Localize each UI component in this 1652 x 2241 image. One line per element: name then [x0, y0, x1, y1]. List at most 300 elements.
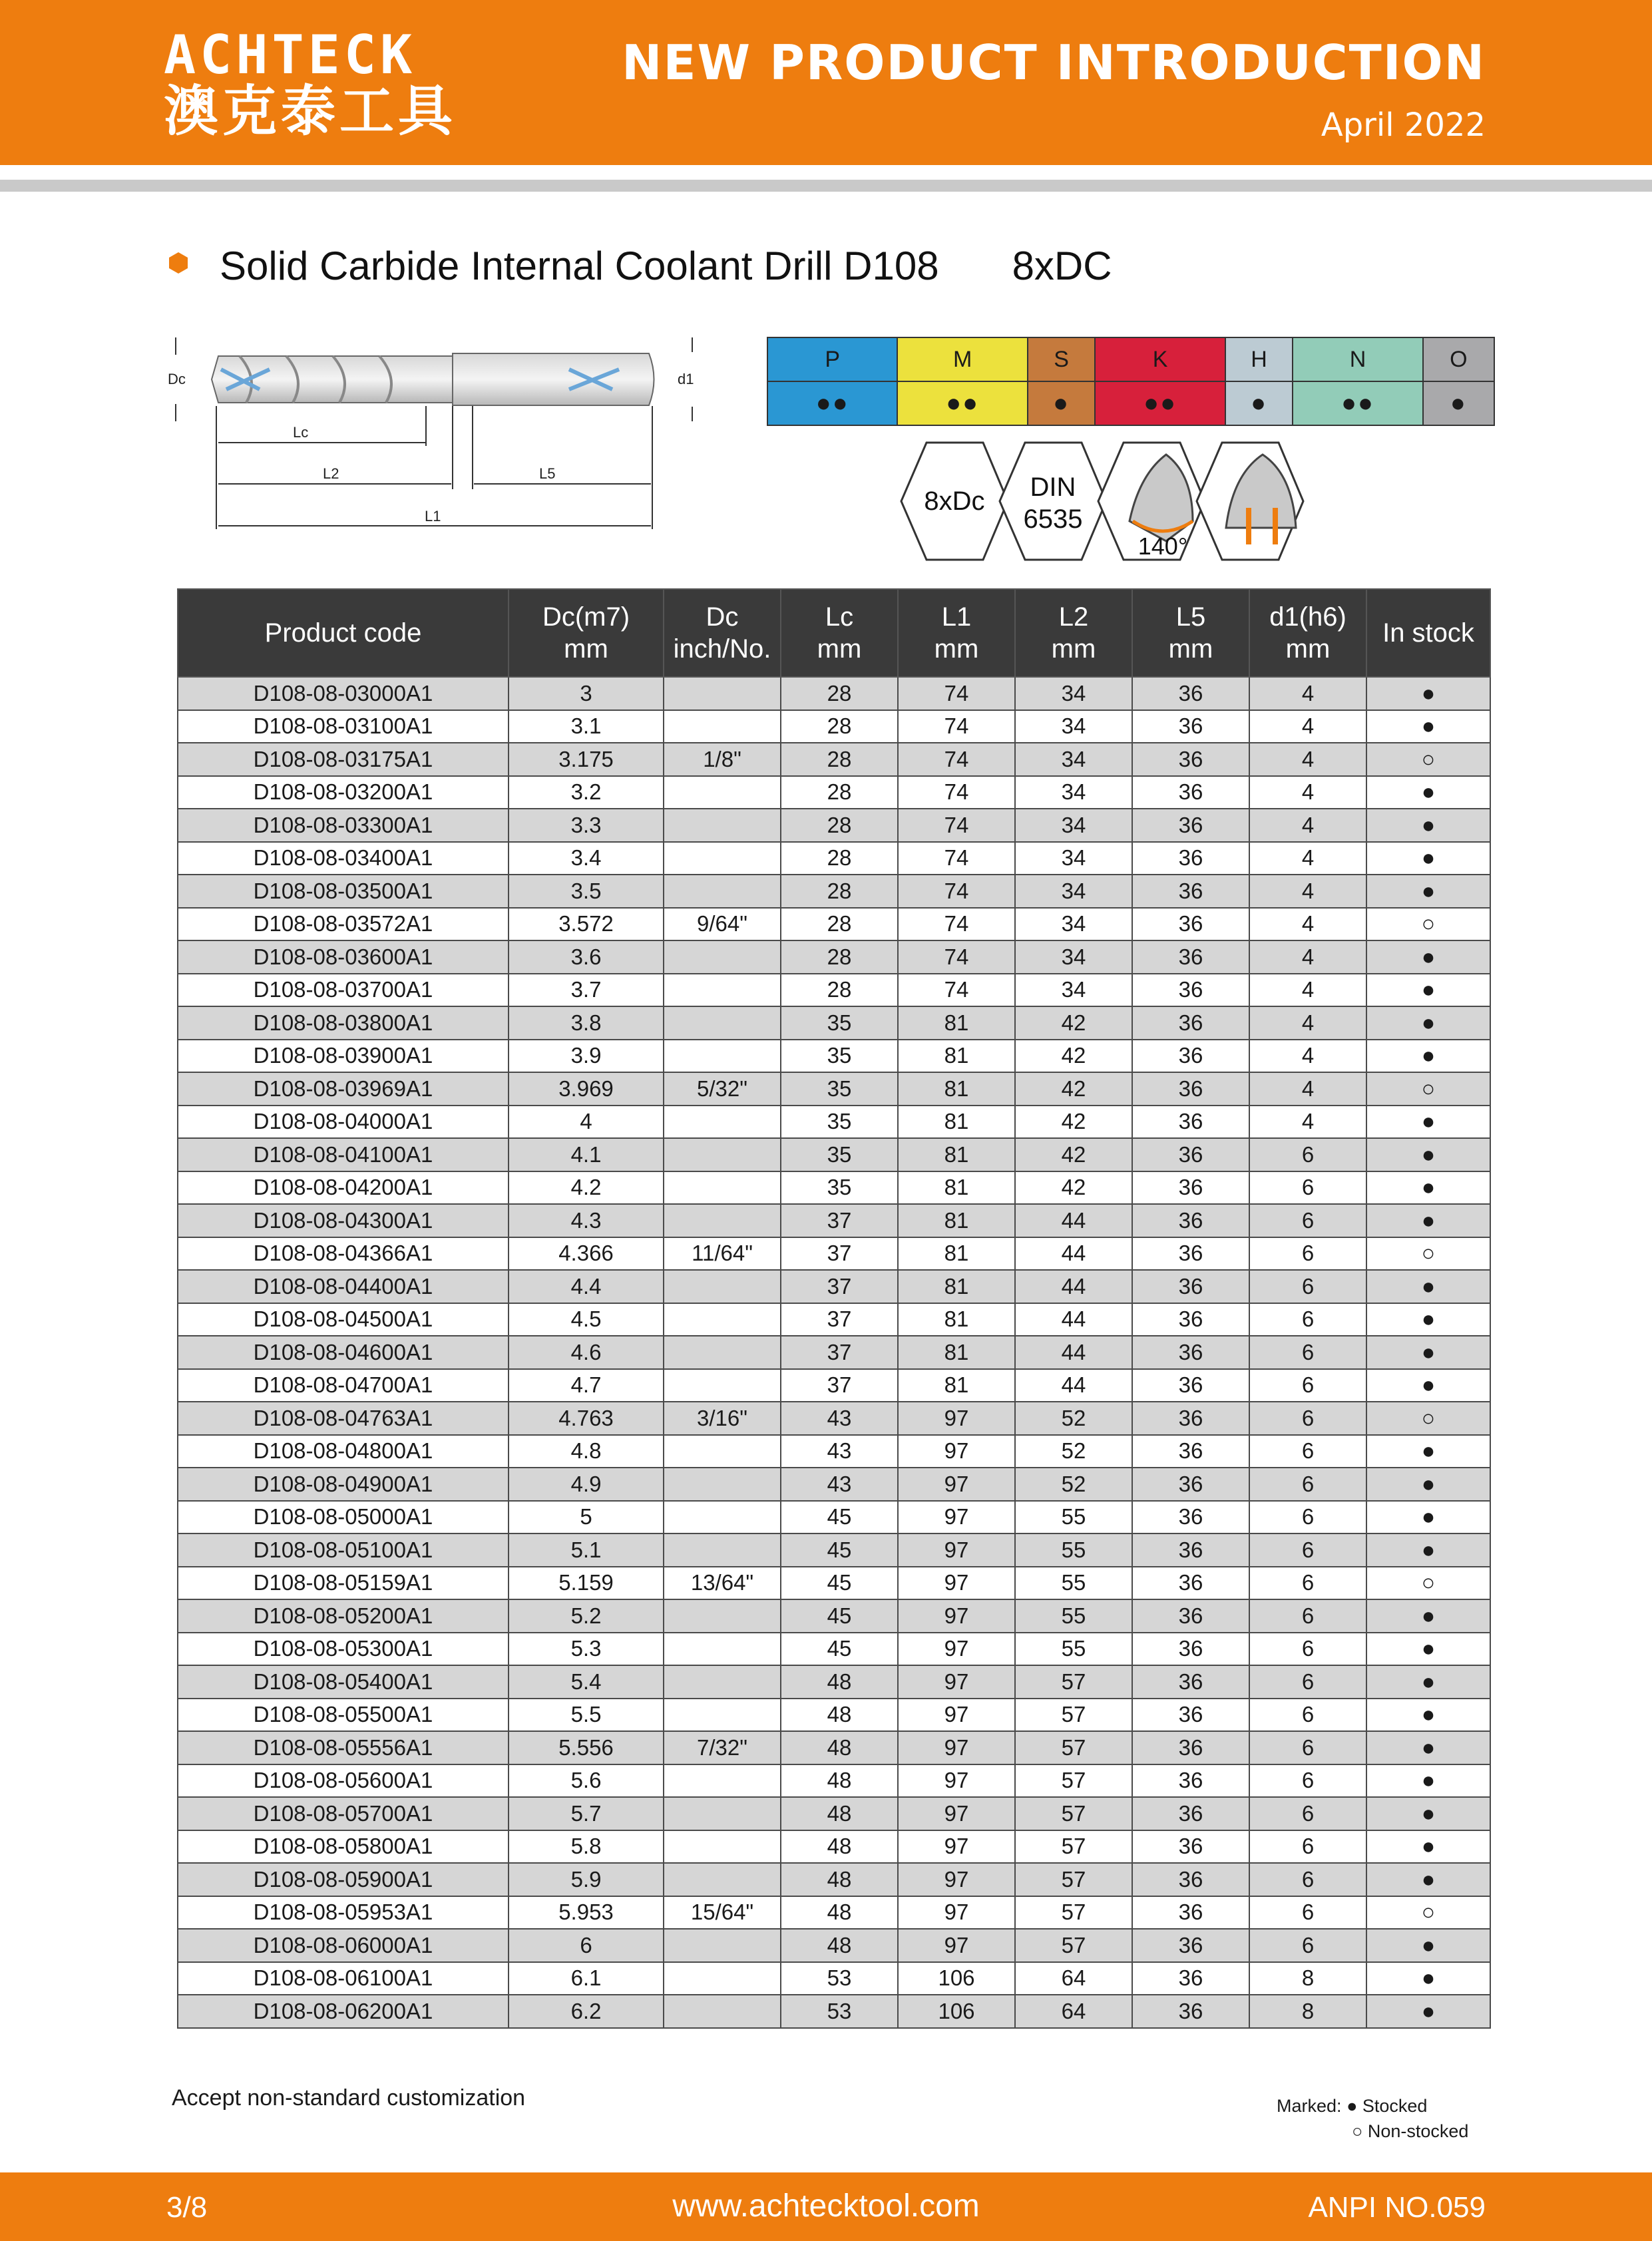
column-header-unit: mm — [817, 634, 862, 664]
table-row — [178, 1501, 1490, 1534]
cell-lc: 37 — [781, 1369, 898, 1402]
cell-in-stock: ● — [1366, 1468, 1490, 1501]
column-header-6 — [1132, 589, 1249, 677]
cell-l5: 36 — [1132, 1040, 1249, 1073]
cell-l1: 97 — [898, 1599, 1015, 1633]
cell-l5: 36 — [1132, 1962, 1249, 1995]
cell-dc-inch — [664, 842, 781, 875]
cell-dc-mm: 5.9 — [509, 1863, 664, 1896]
cell-lc: 35 — [781, 1006, 898, 1040]
cell-dc-mm: 3.5 — [509, 875, 664, 908]
cell-dc-inch — [664, 875, 781, 908]
rating-M: ●● — [897, 381, 1027, 425]
cell-in-stock: ○ — [1366, 1896, 1490, 1930]
rating-P: ●● — [767, 381, 897, 425]
cell-l2: 34 — [1015, 677, 1132, 710]
cell-product-code: D108-08-05800A1 — [178, 1830, 509, 1864]
cell-l2: 55 — [1015, 1501, 1132, 1534]
column-header-unit: inch/No. — [673, 634, 771, 664]
column-header-title: Product code — [264, 618, 422, 648]
cell-d1: 6 — [1249, 1402, 1366, 1435]
cell-in-stock: ● — [1366, 1533, 1490, 1567]
cell-product-code: D108-08-04200A1 — [178, 1171, 509, 1205]
cell-in-stock: ○ — [1366, 743, 1490, 776]
column-header-2 — [664, 589, 781, 677]
cell-l2: 57 — [1015, 1764, 1132, 1798]
customization-note: Accept non-standard customization — [172, 2085, 526, 2111]
cell-l5: 36 — [1132, 1303, 1249, 1336]
feature-badges — [900, 441, 1326, 561]
cell-dc-mm: 4.7 — [509, 1369, 664, 1402]
cell-l1: 97 — [898, 1863, 1015, 1896]
cell-l1: 97 — [898, 1896, 1015, 1930]
cell-dc-mm: 5.5 — [509, 1699, 664, 1732]
cell-dc-mm: 5.1 — [509, 1533, 664, 1567]
column-header-title: In stock — [1382, 618, 1474, 648]
cell-l2: 34 — [1015, 940, 1132, 974]
cell-d1: 4 — [1249, 1006, 1366, 1040]
cell-product-code: D108-08-03600A1 — [178, 940, 509, 974]
cell-dc-inch — [664, 1764, 781, 1798]
cell-l5: 36 — [1132, 1006, 1249, 1040]
cell-dc-mm: 4.3 — [509, 1204, 664, 1237]
legend-stocked — [1277, 2093, 1468, 2119]
table-row — [178, 1633, 1490, 1666]
cell-dc-inch — [664, 1962, 781, 1995]
cell-l1: 74 — [898, 677, 1015, 710]
cell-product-code: D108-08-04600A1 — [178, 1336, 509, 1369]
cell-l1: 74 — [898, 776, 1015, 809]
cell-l1: 97 — [898, 1665, 1015, 1699]
cell-l2: 55 — [1015, 1567, 1132, 1600]
column-header-title: d1(h6) — [1269, 602, 1346, 632]
cell-l5: 36 — [1132, 908, 1249, 941]
cell-l5: 36 — [1132, 940, 1249, 974]
cell-l2: 34 — [1015, 710, 1132, 743]
cell-dc-mm: 4.4 — [509, 1270, 664, 1303]
table-row — [178, 908, 1490, 941]
drill-body — [212, 353, 654, 405]
cell-l5: 36 — [1132, 1995, 1249, 2028]
cell-l2: 52 — [1015, 1468, 1132, 1501]
cell-l5: 36 — [1132, 710, 1249, 743]
cell-l2: 42 — [1015, 1138, 1132, 1171]
cell-dc-mm: 6.1 — [509, 1962, 664, 1995]
cell-lc: 37 — [781, 1336, 898, 1369]
cell-in-stock: ● — [1366, 1369, 1490, 1402]
table-row — [178, 1468, 1490, 1501]
cell-l5: 36 — [1132, 809, 1249, 842]
cell-l5: 36 — [1132, 1797, 1249, 1830]
column-header-unit: mm — [934, 634, 979, 664]
cell-lc: 48 — [781, 1797, 898, 1830]
cell-product-code: D108-08-05300A1 — [178, 1633, 509, 1666]
cell-dc-inch: 11/64" — [664, 1237, 781, 1271]
table-row — [178, 1863, 1490, 1896]
cell-lc: 28 — [781, 908, 898, 941]
cell-lc: 28 — [781, 809, 898, 842]
table-row — [178, 875, 1490, 908]
cell-d1: 4 — [1249, 974, 1366, 1007]
cell-d1: 6 — [1249, 1303, 1366, 1336]
cell-l5: 36 — [1132, 1764, 1249, 1798]
cell-dc-mm: 3.969 — [509, 1072, 664, 1106]
cell-l5: 36 — [1132, 875, 1249, 908]
cell-l1: 74 — [898, 710, 1015, 743]
cell-d1: 4 — [1249, 1106, 1366, 1139]
cell-dc-mm: 4.2 — [509, 1171, 664, 1205]
table-row — [178, 1567, 1490, 1600]
cell-dc-inch — [664, 677, 781, 710]
cell-l2: 64 — [1015, 1995, 1132, 2028]
table-row — [178, 743, 1490, 776]
cell-in-stock: ● — [1366, 677, 1490, 710]
cell-product-code: D108-08-04366A1 — [178, 1237, 509, 1271]
stocked-dot-icon: ● — [1346, 2096, 1358, 2116]
cell-d1: 4 — [1249, 677, 1366, 710]
cell-l5: 36 — [1132, 1896, 1249, 1930]
cell-l5: 36 — [1132, 1863, 1249, 1896]
cell-product-code: D108-08-05556A1 — [178, 1731, 509, 1764]
cell-l2: 34 — [1015, 908, 1132, 941]
cell-dc-mm: 4.366 — [509, 1237, 664, 1271]
table-row — [178, 842, 1490, 875]
cell-dc-inch: 5/32" — [664, 1072, 781, 1106]
cell-product-code: D108-08-05000A1 — [178, 1501, 509, 1534]
badge-point-angle — [1098, 443, 1205, 560]
cell-l5: 36 — [1132, 1599, 1249, 1633]
cell-lc: 37 — [781, 1270, 898, 1303]
cell-dc-inch — [664, 1599, 781, 1633]
cell-l5: 36 — [1132, 1731, 1249, 1764]
cell-dc-inch — [664, 1633, 781, 1666]
cell-dc-mm: 4.763 — [509, 1402, 664, 1435]
cell-dc-inch — [664, 1106, 781, 1139]
cell-in-stock: ● — [1366, 1106, 1490, 1139]
cell-l5: 36 — [1132, 1270, 1249, 1303]
cell-product-code: D108-08-05900A1 — [178, 1863, 509, 1896]
cell-in-stock: ● — [1366, 1830, 1490, 1864]
cell-in-stock: ● — [1366, 776, 1490, 809]
badge-din-line1: DIN — [1030, 473, 1076, 502]
cell-lc: 45 — [781, 1633, 898, 1666]
product-table-container — [177, 588, 1490, 2029]
cell-product-code: D108-08-05700A1 — [178, 1797, 509, 1830]
table-row — [178, 1040, 1490, 1073]
cell-in-stock: ● — [1366, 1204, 1490, 1237]
cell-d1: 6 — [1249, 1731, 1366, 1764]
cell-product-code: D108-08-05953A1 — [178, 1896, 509, 1930]
cell-dc-mm: 3 — [509, 677, 664, 710]
cell-l2: 34 — [1015, 743, 1132, 776]
cell-dc-inch: 9/64" — [664, 908, 781, 941]
cell-l2: 57 — [1015, 1830, 1132, 1864]
cell-dc-mm: 4.5 — [509, 1303, 664, 1336]
cell-d1: 6 — [1249, 1237, 1366, 1271]
cell-product-code: D108-08-03969A1 — [178, 1072, 509, 1106]
header-divider — [0, 180, 1652, 192]
column-header-title: L2 — [1058, 602, 1089, 632]
cell-in-stock: ● — [1366, 1270, 1490, 1303]
column-header-title: Dc — [706, 602, 739, 632]
cell-product-code: D108-08-05100A1 — [178, 1533, 509, 1567]
cell-lc: 35 — [781, 1171, 898, 1205]
cell-d1: 6 — [1249, 1435, 1366, 1468]
cell-dc-inch — [664, 710, 781, 743]
cell-d1: 6 — [1249, 1501, 1366, 1534]
column-header-unit: mm — [564, 634, 608, 664]
cell-in-stock: ○ — [1366, 1402, 1490, 1435]
dim-label-l5: L5 — [539, 465, 556, 482]
cell-l1: 74 — [898, 908, 1015, 941]
cell-d1: 6 — [1249, 1468, 1366, 1501]
material-O: O — [1423, 337, 1494, 381]
legend-non-stocked-label: Non-stocked — [1367, 2121, 1469, 2141]
table-row — [178, 1599, 1490, 1633]
cell-l2: 57 — [1015, 1863, 1132, 1896]
cell-dc-inch — [664, 974, 781, 1007]
cell-l1: 97 — [898, 1797, 1015, 1830]
dim-label-lc: Lc — [293, 424, 309, 441]
table-row — [178, 1171, 1490, 1205]
cell-in-stock: ○ — [1366, 908, 1490, 941]
cell-in-stock: ● — [1366, 1006, 1490, 1040]
cell-l2: 42 — [1015, 1171, 1132, 1205]
cell-product-code: D108-08-05400A1 — [178, 1665, 509, 1699]
table-row — [178, 1369, 1490, 1402]
cell-d1: 6 — [1249, 1929, 1366, 1962]
cell-dc-inch — [664, 1369, 781, 1402]
cell-l1: 74 — [898, 974, 1015, 1007]
table-row — [178, 1699, 1490, 1732]
cell-product-code: D108-08-03300A1 — [178, 809, 509, 842]
cell-d1: 8 — [1249, 1995, 1366, 2028]
cell-in-stock: ● — [1366, 1699, 1490, 1732]
table-row — [178, 809, 1490, 842]
cell-d1: 6 — [1249, 1863, 1366, 1896]
cell-d1: 6 — [1249, 1336, 1366, 1369]
cell-l2: 42 — [1015, 1106, 1132, 1139]
cell-l5: 36 — [1132, 1402, 1249, 1435]
cell-l5: 36 — [1132, 1336, 1249, 1369]
cell-dc-mm: 4 — [509, 1106, 664, 1139]
cell-product-code: D108-08-06200A1 — [178, 1995, 509, 2028]
cell-d1: 6 — [1249, 1171, 1366, 1205]
badge-8xdc-text: 8xDc — [924, 487, 985, 516]
cell-d1: 8 — [1249, 1962, 1366, 1995]
cell-dc-mm: 5.2 — [509, 1599, 664, 1633]
cell-d1: 4 — [1249, 1072, 1366, 1106]
column-header-title: L5 — [1175, 602, 1206, 632]
cell-l5: 36 — [1132, 1633, 1249, 1666]
table-row — [178, 1962, 1490, 1995]
cell-dc-inch — [664, 1303, 781, 1336]
product-title-text: Solid Carbide Internal Coolant Drill D108 — [220, 244, 939, 288]
table-row — [178, 1270, 1490, 1303]
cell-l2: 44 — [1015, 1369, 1132, 1402]
cell-dc-mm: 3.175 — [509, 743, 664, 776]
table-row — [178, 1731, 1490, 1764]
cell-in-stock: ● — [1366, 809, 1490, 842]
cell-product-code: D108-08-04000A1 — [178, 1106, 509, 1139]
cell-in-stock: ● — [1366, 1665, 1490, 1699]
column-header-4 — [898, 589, 1015, 677]
cell-product-code: D108-08-06100A1 — [178, 1962, 509, 1995]
cell-dc-inch — [664, 1138, 781, 1171]
cell-dc-mm: 3.4 — [509, 842, 664, 875]
cell-dc-inch — [664, 1435, 781, 1468]
cell-l1: 97 — [898, 1731, 1015, 1764]
table-row — [178, 1665, 1490, 1699]
material-P: P — [767, 337, 897, 381]
material-M: M — [897, 337, 1027, 381]
cell-dc-mm: 3.2 — [509, 776, 664, 809]
cell-in-stock: ○ — [1366, 1237, 1490, 1271]
cell-product-code: D108-08-04763A1 — [178, 1402, 509, 1435]
stock-legend — [1277, 2093, 1468, 2144]
cell-l5: 36 — [1132, 1138, 1249, 1171]
product-table — [177, 588, 1491, 2029]
cell-product-code: D108-08-03700A1 — [178, 974, 509, 1007]
cell-l1: 81 — [898, 1072, 1015, 1106]
cell-l1: 81 — [898, 1171, 1015, 1205]
material-suitability-table — [767, 337, 1495, 426]
cell-l5: 36 — [1132, 1830, 1249, 1864]
website-link[interactable]: www.achtecktool.com — [672, 2188, 980, 2224]
cell-l5: 36 — [1132, 1435, 1249, 1468]
cell-d1: 4 — [1249, 710, 1366, 743]
drill-dimension-drawing — [160, 336, 706, 536]
cell-dc-inch — [664, 1336, 781, 1369]
table-row — [178, 1336, 1490, 1369]
cell-lc: 43 — [781, 1435, 898, 1468]
table-row — [178, 1764, 1490, 1798]
legend-stocked-label: Stocked — [1362, 2096, 1428, 2116]
cell-dc-inch — [664, 1006, 781, 1040]
cell-dc-inch: 3/16" — [664, 1402, 781, 1435]
cell-l5: 36 — [1132, 1072, 1249, 1106]
table-row — [178, 940, 1490, 974]
cell-l5: 36 — [1132, 1929, 1249, 1962]
cell-dc-inch — [664, 1797, 781, 1830]
cell-d1: 4 — [1249, 1040, 1366, 1073]
cell-lc: 28 — [781, 842, 898, 875]
column-header-title: Dc(m7) — [542, 602, 630, 632]
cell-l1: 97 — [898, 1929, 1015, 1962]
cell-dc-inch: 7/32" — [664, 1731, 781, 1764]
cell-l5: 36 — [1132, 1369, 1249, 1402]
product-multiplier: 8xDC — [1012, 244, 1112, 288]
cell-d1: 6 — [1249, 1567, 1366, 1600]
cell-in-stock: ○ — [1366, 1567, 1490, 1600]
cell-lc: 28 — [781, 974, 898, 1007]
cell-l5: 36 — [1132, 1699, 1249, 1732]
cell-d1: 6 — [1249, 1369, 1366, 1402]
rating-N: ●● — [1293, 381, 1422, 425]
cell-l2: 34 — [1015, 776, 1132, 809]
cell-lc: 48 — [781, 1699, 898, 1732]
material-codes-row — [767, 337, 1494, 381]
cell-l2: 44 — [1015, 1204, 1132, 1237]
cell-d1: 6 — [1249, 1699, 1366, 1732]
cell-l1: 97 — [898, 1533, 1015, 1567]
cell-l1: 74 — [898, 875, 1015, 908]
legend-marked-label: Marked: — [1277, 2096, 1342, 2116]
cell-lc: 37 — [781, 1237, 898, 1271]
cell-l2: 57 — [1015, 1797, 1132, 1830]
cell-l1: 97 — [898, 1468, 1015, 1501]
cell-product-code: D108-08-05159A1 — [178, 1567, 509, 1600]
table-row — [178, 1006, 1490, 1040]
cell-l5: 36 — [1132, 1567, 1249, 1600]
cell-dc-mm: 5.6 — [509, 1764, 664, 1798]
cell-dc-mm: 4.9 — [509, 1468, 664, 1501]
table-row — [178, 1830, 1490, 1864]
cell-l5: 36 — [1132, 743, 1249, 776]
cell-l2: 57 — [1015, 1896, 1132, 1930]
table-row — [178, 1204, 1490, 1237]
cell-l2: 44 — [1015, 1303, 1132, 1336]
cell-l5: 36 — [1132, 1665, 1249, 1699]
cell-d1: 6 — [1249, 1633, 1366, 1666]
cell-lc: 37 — [781, 1204, 898, 1237]
cell-d1: 6 — [1249, 1665, 1366, 1699]
cell-in-stock: ● — [1366, 940, 1490, 974]
rating-H: ● — [1225, 381, 1293, 425]
cell-l5: 36 — [1132, 776, 1249, 809]
cell-l1: 81 — [898, 1138, 1015, 1171]
cell-l1: 74 — [898, 940, 1015, 974]
column-header-0 — [178, 589, 509, 677]
cell-d1: 6 — [1249, 1138, 1366, 1171]
cell-dc-inch: 13/64" — [664, 1567, 781, 1600]
table-row — [178, 677, 1490, 710]
cell-l1: 74 — [898, 809, 1015, 842]
cell-dc-inch — [664, 776, 781, 809]
hexagon-bullet-icon — [168, 252, 188, 274]
cell-lc: 35 — [781, 1072, 898, 1106]
cell-dc-inch — [664, 1468, 781, 1501]
badge-din-line2: 6535 — [1023, 505, 1083, 534]
cell-d1: 4 — [1249, 875, 1366, 908]
product-title — [220, 240, 1112, 293]
cell-dc-inch — [664, 1040, 781, 1073]
cell-product-code: D108-08-03400A1 — [178, 842, 509, 875]
cell-dc-inch — [664, 809, 781, 842]
cell-product-code: D108-08-03900A1 — [178, 1040, 509, 1073]
cell-product-code: D108-08-05200A1 — [178, 1599, 509, 1633]
cell-d1: 4 — [1249, 743, 1366, 776]
cell-l1: 97 — [898, 1501, 1015, 1534]
cell-l5: 36 — [1132, 974, 1249, 1007]
cell-l2: 57 — [1015, 1699, 1132, 1732]
cell-lc: 28 — [781, 677, 898, 710]
header-date: April 2022 — [1321, 106, 1486, 144]
cell-dc-mm: 3.572 — [509, 908, 664, 941]
cell-dc-mm: 5.159 — [509, 1567, 664, 1600]
cell-dc-mm: 5 — [509, 1501, 664, 1534]
cell-dc-inch — [664, 1995, 781, 2028]
cell-dc-mm: 6 — [509, 1929, 664, 1962]
table-row — [178, 1106, 1490, 1139]
cell-in-stock: ● — [1366, 1138, 1490, 1171]
cell-l5: 36 — [1132, 1468, 1249, 1501]
cell-dc-mm: 5.7 — [509, 1797, 664, 1830]
header-title: NEW PRODUCT INTRODUCTION — [622, 35, 1486, 91]
cell-lc: 28 — [781, 875, 898, 908]
cell-lc: 35 — [781, 1106, 898, 1139]
cell-l2: 42 — [1015, 1040, 1132, 1073]
